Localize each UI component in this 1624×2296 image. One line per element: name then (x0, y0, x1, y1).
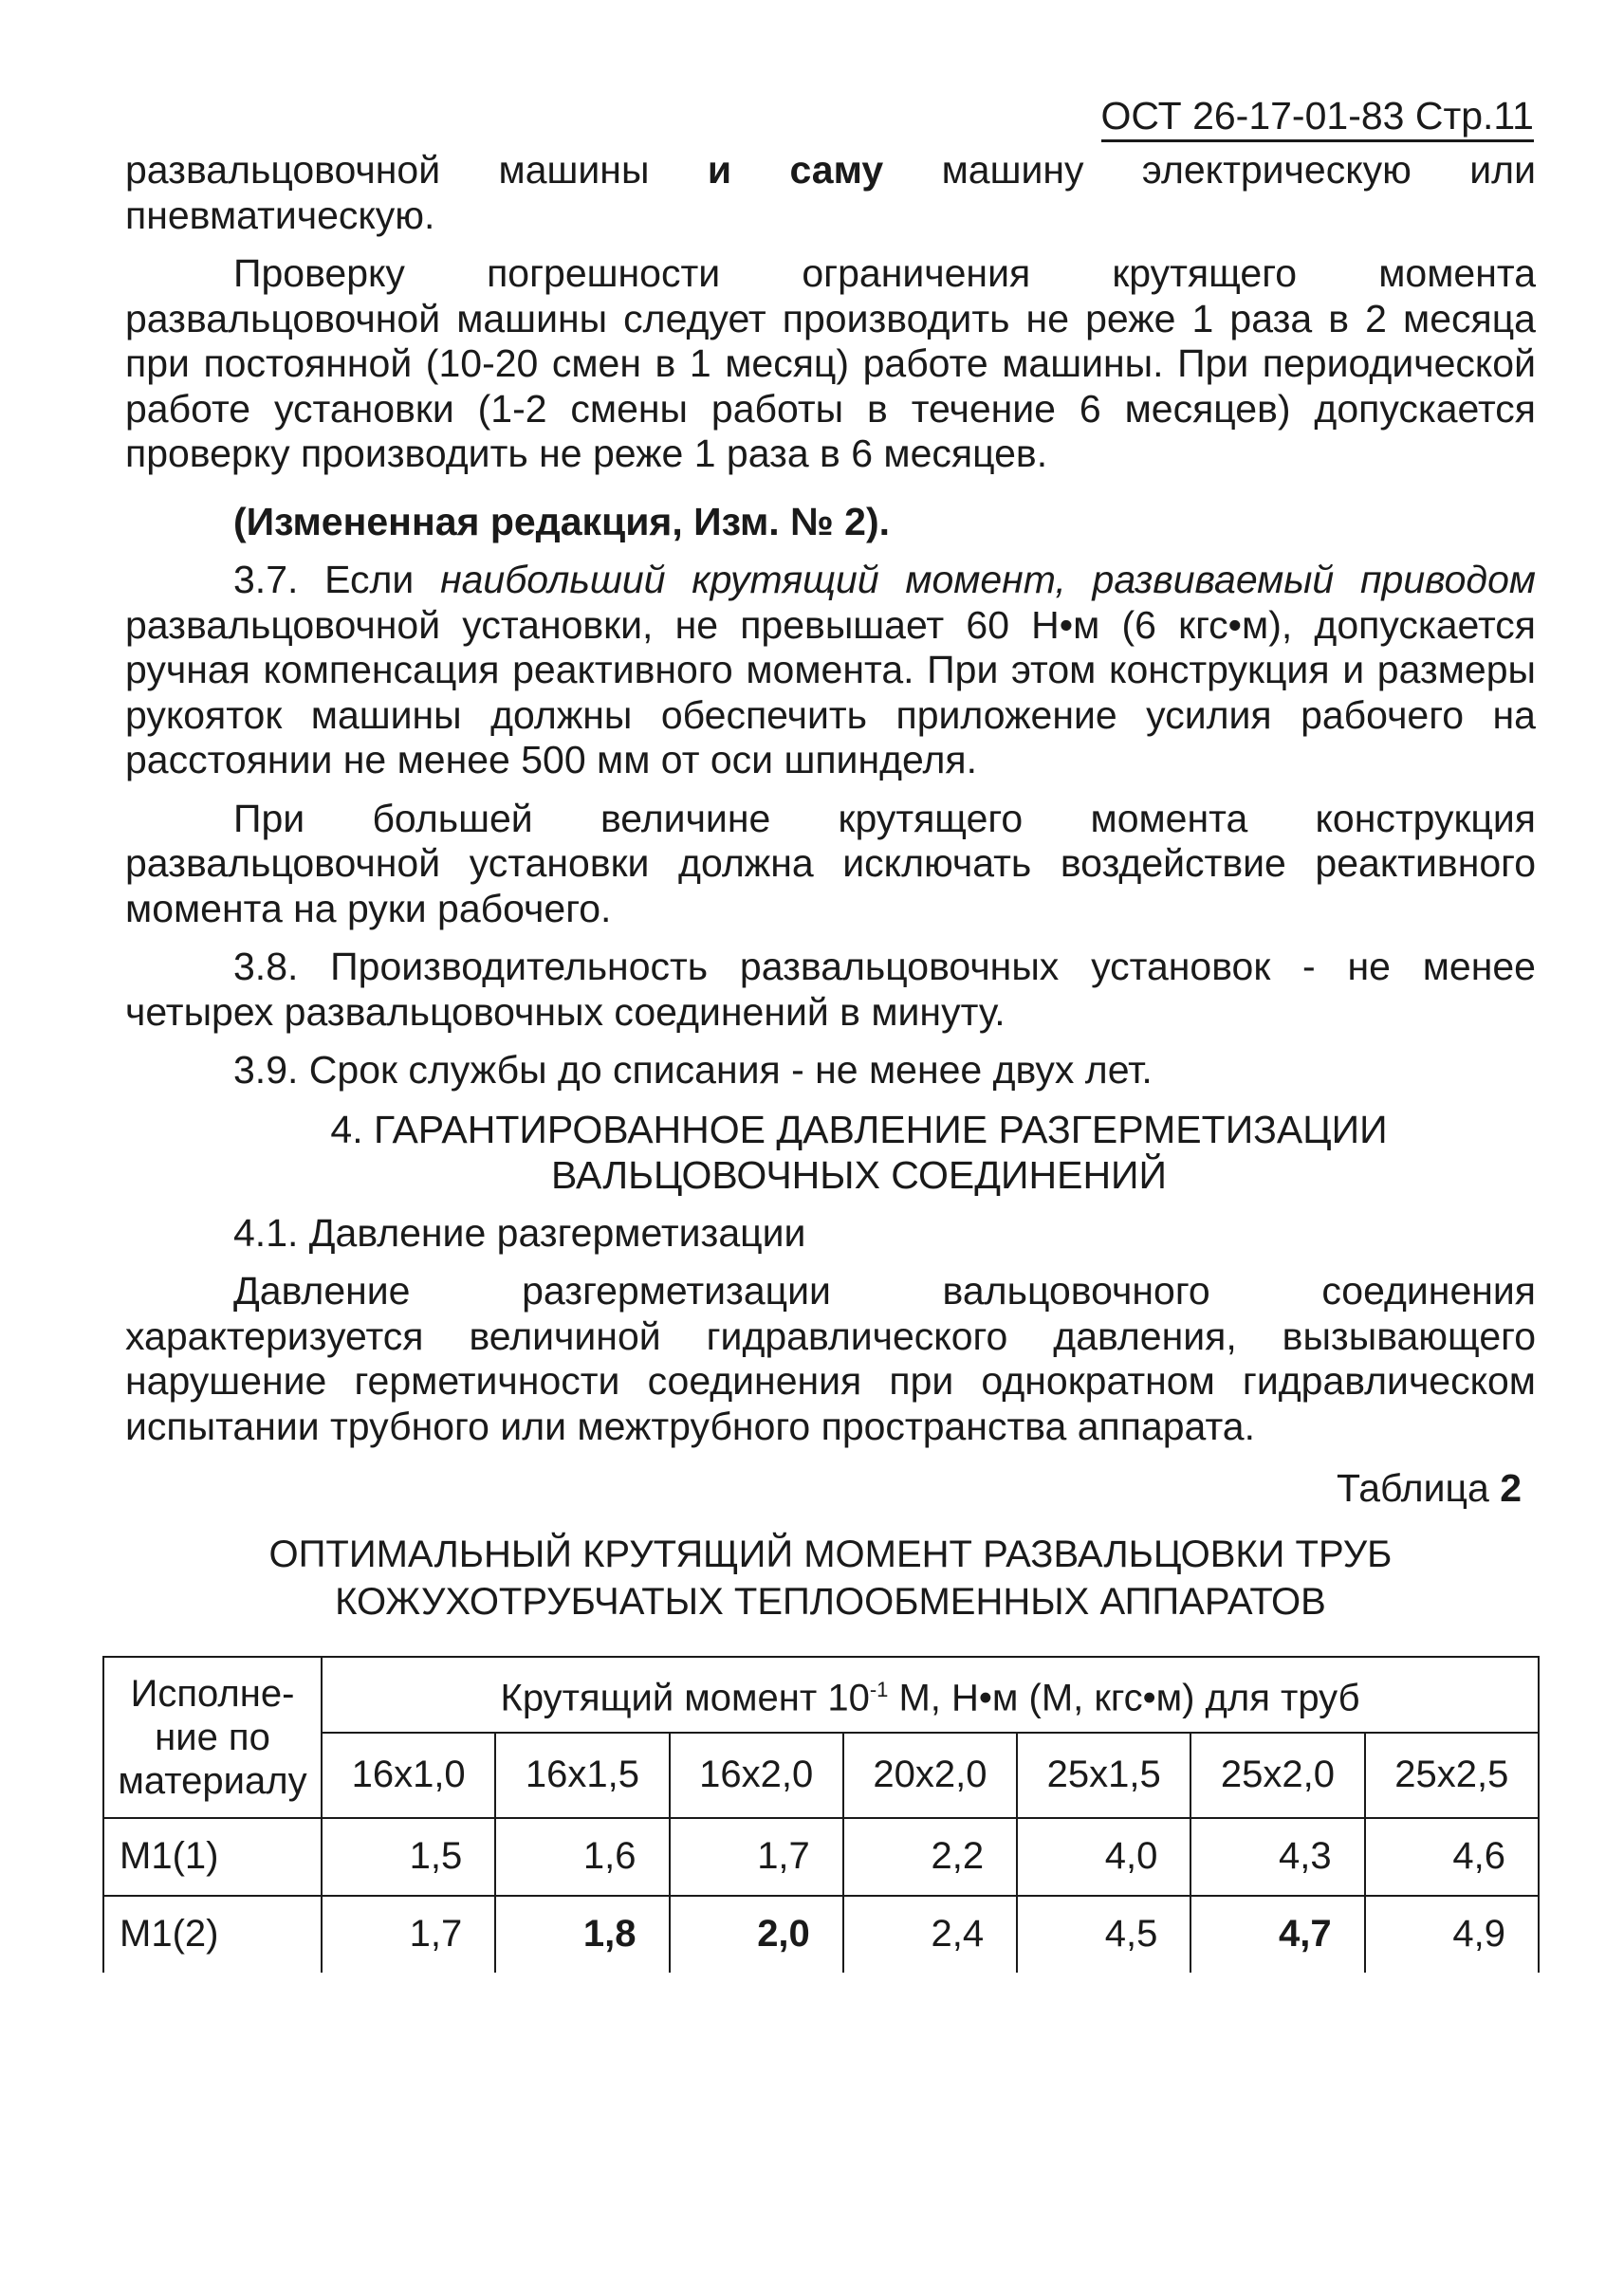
table-cell: 1,7 (670, 1818, 843, 1896)
revision-note: (Измененная редакция, Изм. № 2). (233, 499, 891, 543)
column-header: 16х2,0 (670, 1733, 843, 1818)
table-label (125, 1466, 1536, 1512)
table-cell: 4,9 (1365, 1896, 1539, 1973)
text-run: 3.7. Если (233, 558, 441, 601)
table-cell: 4,5 (1017, 1896, 1190, 1973)
paragraph-continuation (125, 148, 1536, 238)
column-header: 25х1,5 (1017, 1733, 1190, 1818)
document-body (118, 148, 1536, 1973)
table-cell: 1,8 (495, 1896, 669, 1973)
table-title (125, 1531, 1536, 1626)
text-run-italic: наибольший крутящий момент, развиваемый приводом (440, 558, 1536, 601)
table-title-line: КОЖУХОТРУБЧАТЫХ ТЕПЛООБМЕННЫХ АППАРАТОВ (335, 1580, 1326, 1623)
column-header: 16х1,0 (322, 1733, 495, 1818)
table-row (103, 1818, 1539, 1896)
paragraph-torque-check: Проверку погрешности ограничения крутящего момента развальцовочной машины следует производить не реже 1 раза в 2 месяца при постоянной (10-20 смен в 1 месяц) работе машины. При периодической работе установки (1-2 смены работы в течение 6 месяцев) допускается проверку производить не реже 1 раза в 6 месяцев. (125, 251, 1536, 475)
table-cell: 1,7 (322, 1896, 495, 1973)
group-header-exponent: -1 (869, 1678, 889, 1702)
table-cell: 2,0 (670, 1896, 843, 1973)
stub-header-line: ние по (155, 1716, 270, 1758)
table-cell: 4,6 (1365, 1818, 1539, 1896)
section-heading-line: ВАЛЬЦОВОЧНЫХ СОЕДИНЕНИЙ (551, 1152, 1167, 1197)
table-cell: 2,4 (843, 1896, 1017, 1973)
table-cell: 1,5 (322, 1818, 495, 1896)
paragraph-3-8: 3.8. Производительность развальцовочных установок - не менее четырех развальцовочных соединений в минуту. (125, 945, 1536, 1034)
table-cell: 2,2 (843, 1818, 1017, 1896)
row-header: М1(1) (103, 1818, 322, 1896)
group-header-text: Крутящий момент 10 (500, 1677, 870, 1719)
table-row (103, 1896, 1539, 1973)
paragraph-3-7 (125, 558, 1536, 783)
group-header (322, 1657, 1539, 1733)
section-heading-line: 4. ГАРАНТИРОВАННОЕ ДАВЛЕНИЕ РАЗГЕРМЕТИЗАЦИИ (330, 1107, 1388, 1151)
table-cell: 4,3 (1190, 1818, 1364, 1896)
table-cell: 4,7 (1190, 1896, 1364, 1973)
table-title-line: ОПТИМАЛЬНЫЙ КРУТЯЩИЙ МОМЕНТ РАЗВАЛЬЦОВКИ ТРУБ (268, 1533, 1393, 1575)
text-run-bold: и (707, 148, 732, 192)
section-heading-4 (182, 1107, 1536, 1198)
stub-header (103, 1657, 322, 1818)
page-header: ОСТ 26-17-01-83 Стр.11 (1101, 93, 1535, 142)
table-header-row (103, 1657, 1539, 1733)
text-run: развальцовочной установки, не превышает 60 Н•м (6 кгс•м), допускается ручная компенсация реактивного момента. При этом конструкция и размеры рукояток машины должны обеспечить приложение усилия рабочего на расстоянии не менее 500 мм от оси шпинделя. (125, 602, 1536, 781)
table-label-text: Таблица (1337, 1466, 1501, 1510)
table-cell: 1,6 (495, 1818, 669, 1896)
text-run: машину электрическую или пневматическую. (125, 148, 1536, 237)
paragraph-4-1-text: Давление разгерметизации вальцовочного соединения характеризуется величиной гидравлического давления, вызывающего нарушение герметичности соединения при однократном гидравлическом испытании трубного или межтрубного пространства аппарата. (125, 1269, 1536, 1448)
column-header: 25х2,0 (1190, 1733, 1364, 1818)
text-run: развальцовочной машины (125, 148, 708, 192)
text-run-bold: саму (789, 148, 884, 192)
row-header: М1(2) (103, 1896, 322, 1973)
stub-header-line: Исполне- (130, 1672, 295, 1715)
table-label-number: 2 (1500, 1466, 1522, 1510)
column-header: 16х1,5 (495, 1733, 669, 1818)
column-header: 20х2,0 (843, 1733, 1017, 1818)
group-header-text: М, Н•м (М, кгс•м) для труб (888, 1677, 1360, 1719)
subsection-4-1: 4.1. Давление разгерметизации (233, 1210, 806, 1255)
stub-header-line: материалу (118, 1759, 307, 1802)
paragraph-3-7-continued: При большей величине крутящего момента конструкция развальцовочной установки должна исключать воздействие реактивного момента на руки рабочего. (125, 796, 1536, 930)
table-cell: 4,0 (1017, 1818, 1190, 1896)
paragraph-3-9: 3.9. Срок службы до списания - не менее двух лет. (233, 1048, 1153, 1092)
torque-table (102, 1656, 1540, 1973)
column-header: 25х2,5 (1365, 1733, 1539, 1818)
